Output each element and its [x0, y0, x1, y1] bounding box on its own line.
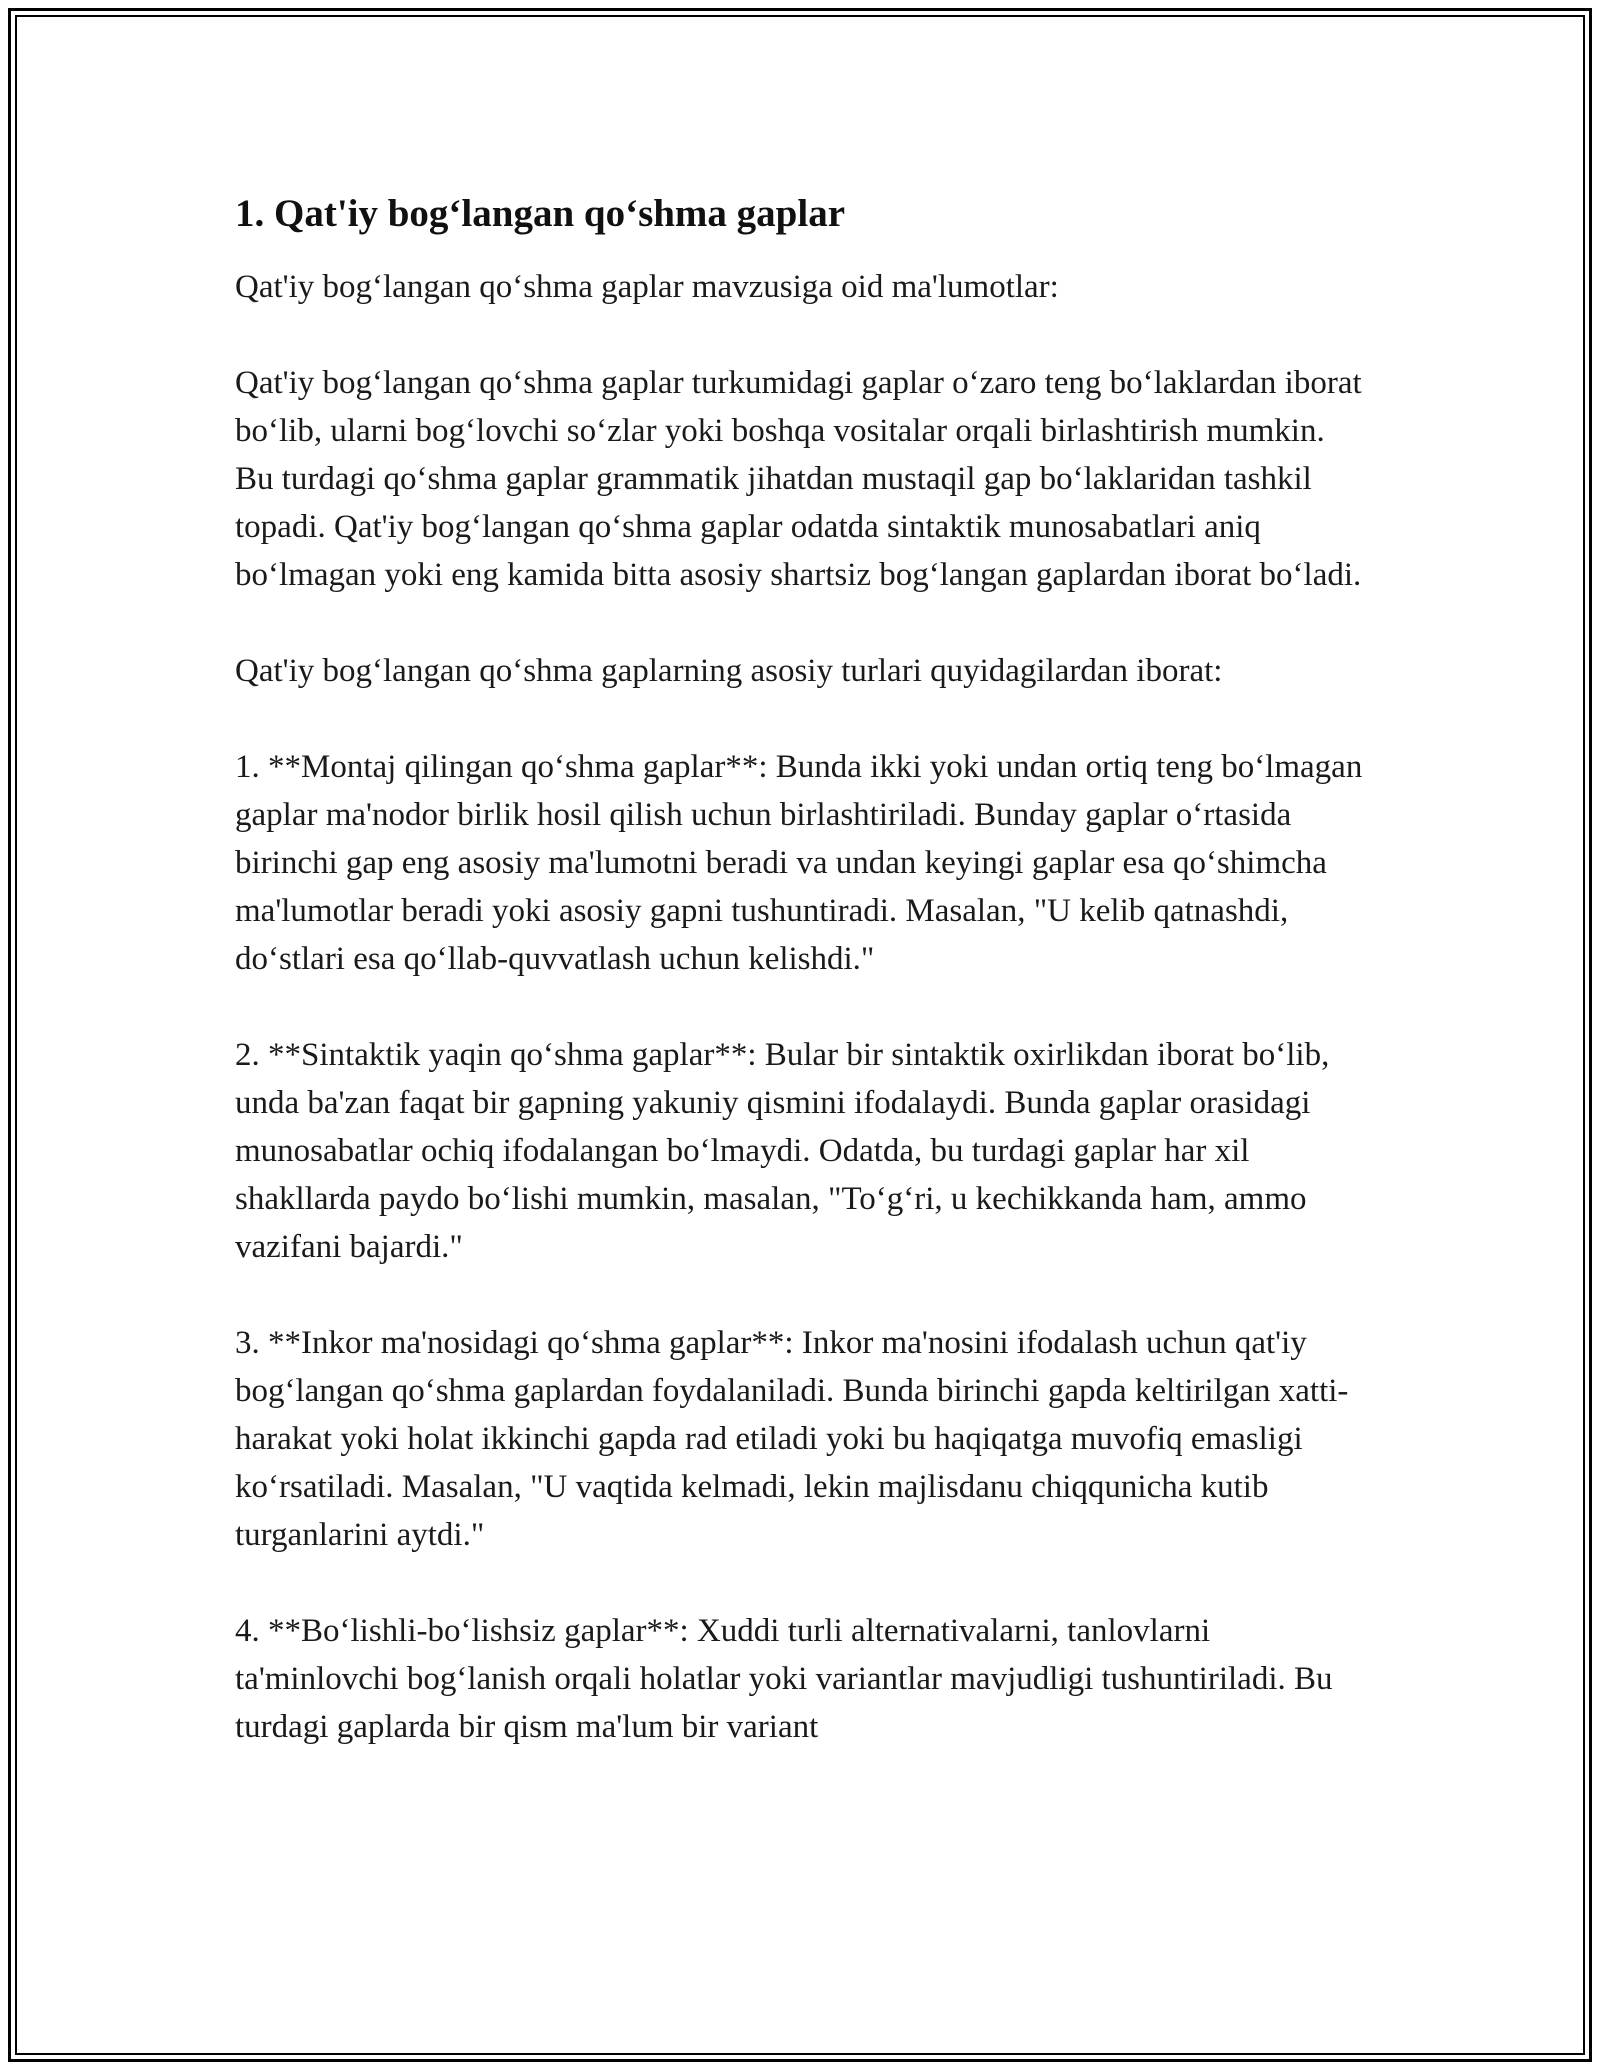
- paragraph-intro: Qat'iy bog‘langan qo‘shma gaplar mavzusiga oid ma'lumotlar:: [235, 269, 1059, 305]
- document-body: [235, 185, 1365, 1751]
- paragraph-type-3: 3. **Inkor ma'nosidagi qo‘shma gaplar**: Inkor ma'nosini ifodalash uchun qat'iy bog‘langan qo‘shma gaplardan foydalaniladi. Bunda birinchi gapda keltirilgan xatti-harakat yoki holat ikkinchi gapda rad etiladi yoki bu haqiqatga muvofiq emasligi ko‘rsatiladi. Masalan, "U vaqtida kelmadi, lekin majlisdanu chiqqunicha kutib turganlarini aytdi.": [235, 1325, 1349, 1553]
- paragraph-type-4: 4. **Bo‘lishli-bo‘lishsiz gaplar**: Xuddi turli alternativalarni, tanlovlarni ta'minlovchi bog‘lanish orqali holatlar yoki variantlar mavjudligi tushuntiriladi. Bu turdagi gaplarda bir qism ma'lum bir variant: [235, 1613, 1333, 1745]
- paragraph-types-intro: Qat'iy bog‘langan qo‘shma gaplarning asosiy turlari quyidagilardan iborat:: [235, 653, 1223, 689]
- paragraph-type-1: 1. **Montaj qilingan qo‘shma gaplar**: Bunda ikki yoki undan ortiq teng bo‘lmagan gaplar ma'nodor birlik hosil qilish uchun birlashtiriladi. Bunday gaplar o‘rtasida birinchi gap eng asosiy ma'lumotni beradi va undan keyingi gaplar esa qo‘shimcha ma'lumotlar beradi yoki asosiy gapni tushuntiradi. Masalan, "U kelib qatnashdi, do‘stlari esa qo‘llab-quvvatlash uchun kelishdi.": [235, 749, 1363, 977]
- document-title: 1. Qat'iy bog‘langan qo‘shma gaplar: [235, 192, 846, 235]
- paragraph-type-2: 2. **Sintaktik yaqin qo‘shma gaplar**: Bular bir sintaktik oxirlikdan iborat bo‘lib, unda ba'zan faqat bir gapning yakuniy qismini ifodalaydi. Bunda gaplar orasidagi munosabatlar ochiq ifodalangan bo‘lmaydi. Odatda, bu turdagi gaplar har xil shakllarda paydo bo‘lishi mumkin, masalan, "To‘g‘ri, u kechikkanda ham, ammo vazifani bajardi.": [235, 1037, 1330, 1265]
- paragraph-definition: Qat'iy bog‘langan qo‘shma gaplar turkumidagi gaplar o‘zaro teng bo‘laklardan iborat bo‘lib, ularni bog‘lovchi so‘zlar yoki boshqa vositalar orqali birlashtirish mumkin. Bu turdagi qo‘shma gaplar grammatik jihatdan mustaqil gap bo‘laklaridan tashkil topadi. Qat'iy bog‘langan qo‘shma gaplar odatda sintaktik munosabatlari aniq bo‘lmagan yoki eng kamida bitta asosiy shartsiz bog‘langan gaplardan iborat bo‘ladi.: [235, 365, 1362, 593]
